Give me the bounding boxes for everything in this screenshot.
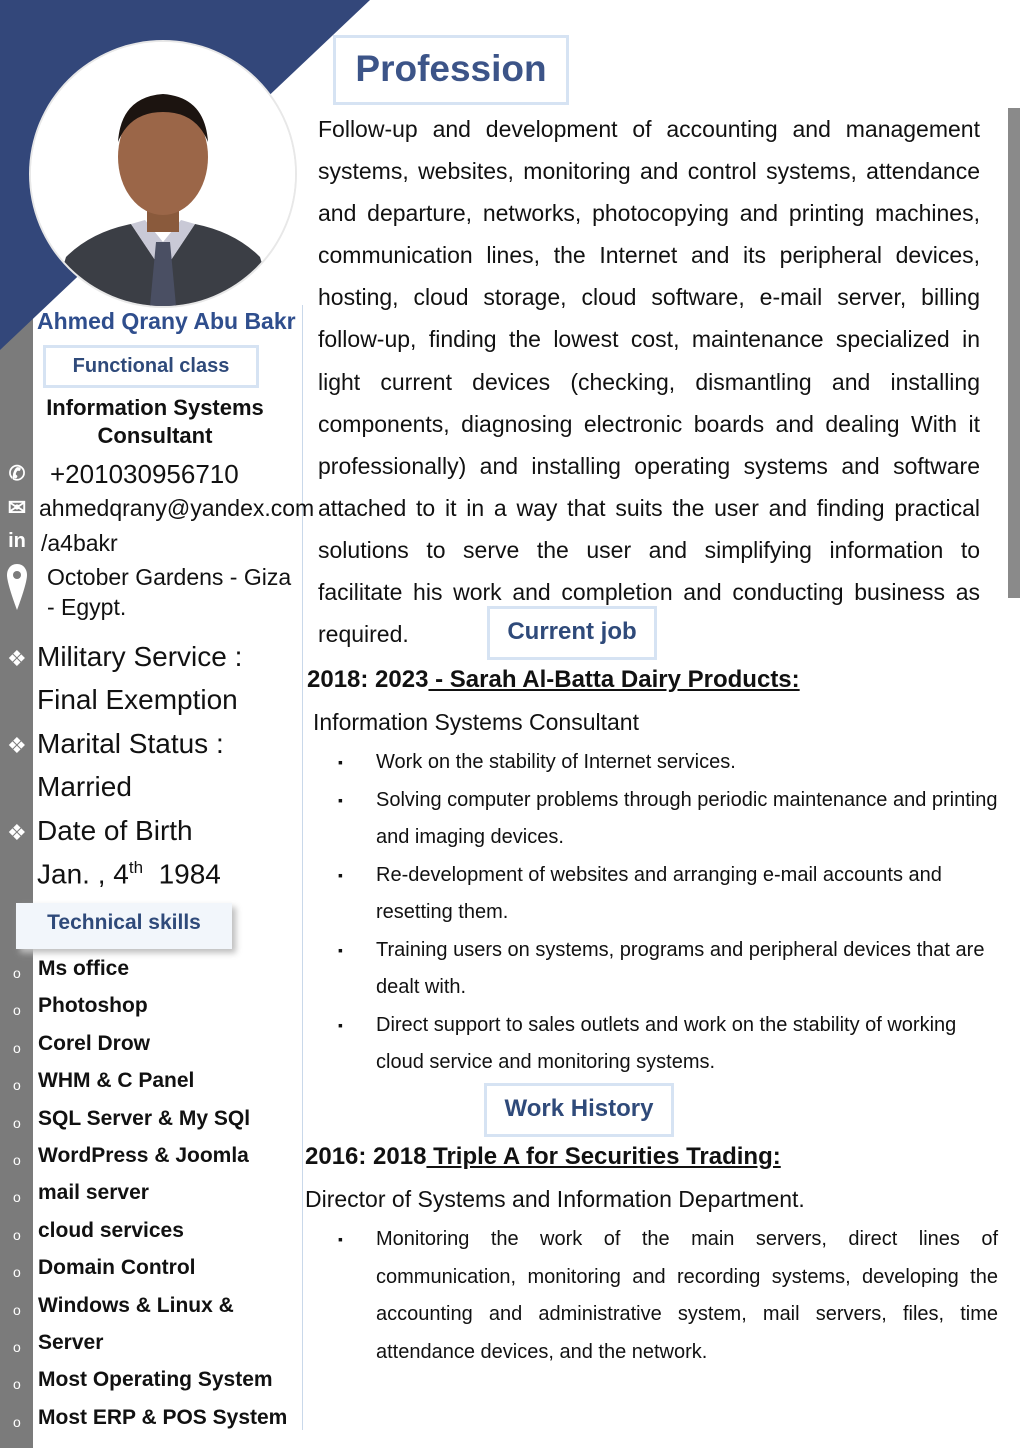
duty-item: ▪ Solving computer problems through periodic maintenance and printing and imaging devices. [338,782,1000,857]
circle-bullet-icon: o [13,965,21,981]
circle-bullet-icon: o [13,1264,21,1281]
work-history-duties [338,1221,998,1371]
date-of-birth-value: Jan. , 4th 1984 [37,858,221,890]
duty-item: ▪ Re-development of websites and arranging e-mail accounts and resetting them. [338,857,1000,932]
person-name: Ahmed Qrany Abu Bakr [37,308,296,334]
marital-status-value: Married [37,771,132,802]
current-job-role: Information Systems Consultant [313,709,639,735]
work-history-title: 2016: 2018 Triple A for Securities Trading: [305,1143,781,1170]
diamond-bullet-icon: ❖ [7,733,27,758]
circle-bullet-icon: o [13,1376,21,1393]
circle-bullet-icon: o [13,1339,21,1355]
technical-skills-label: Technical skills [16,903,232,949]
circle-bullet-icon: o [13,1002,21,1019]
work-history-heading: Work History [484,1083,674,1137]
work-history-role: Director of Systems and Information Department. [305,1186,805,1212]
current-job-title: 2018: 2023 - Sarah Al-Batta Dairy Products: [307,666,800,693]
linkedin-icon: in [8,530,26,552]
military-service-label: Military Service : [37,641,243,672]
email-address[interactable]: ahmedqrany@yandex.com [39,495,315,521]
skill-item: Most ERP & POS System [38,1405,288,1429]
duty-item: ▪ Monitoring the work of the main servers, direct lines of communication, monitoring and recording systems, developing the accounting and administrative system, mail servers, files, time attendance devices, and the network. [338,1221,998,1371]
profile-photo [31,42,295,306]
circle-bullet-icon: o [13,1301,21,1318]
profession-heading: Profession [333,35,569,105]
circle-bullet-icon: o [13,1039,21,1056]
email-icon: ✉ [7,495,27,520]
circle-bullet-icon: o [13,1189,21,1206]
current-job-heading: Current job [487,606,657,660]
linkedin-handle[interactable]: /a4bakr [41,530,118,556]
current-job-duties [338,744,1000,1082]
skill-item: Ms office [38,957,130,980]
skill-item: Windows & Linux & [38,1293,234,1317]
functional-class-label: Functional class [43,345,259,388]
phone-icon: ✆ [8,463,26,485]
skill-item: SQL Server & My SQl [38,1106,251,1130]
column-divider [302,305,303,1430]
address: October Gardens - Giza - Egypt. [47,564,292,620]
skill-item: cloud services [38,1218,184,1242]
profession-description: Follow-up and development of accounting and management systems, websites, monitoring and control systems, attendance and departure, networks, photocopying and printing machines, communication lines, the Internet and its peripheral devices, hosting, cloud storage, cloud software, e-mail server, billing follow-up, finding the lowest cost, maintenance specialized in light current devices (checking, dismantling and installing components, diagnosing electronic boards and dealing With it professionally) and installing operating systems and software attached to it in a way that suits the user and finding practical solutions to serve the user and simplifying information to facilitate his work and completion and conducting business as required. [318,116,980,648]
military-service-value: Final Exemption [37,684,238,715]
circle-bullet-icon: o [13,1413,21,1430]
circle-bullet-icon: o [13,1114,21,1131]
skill-item: Server [38,1331,104,1354]
duty-item: ▪ Direct support to sales outlets and work on the stability of working cloud service and monitoring systems. [338,1007,1000,1082]
duty-item: ▪ Training users on systems, programs and peripheral devices that are dealt with. [338,932,1000,1007]
skill-item: WHM & C Panel [38,1069,195,1093]
skill-item: Corel Drow [38,1031,151,1055]
date-of-birth-label: Date of Birth [37,815,193,846]
skill-item: mail server [38,1181,149,1205]
duty-item: ▪ Work on the stability of Internet services. [338,744,1000,782]
phone-number[interactable]: +201030956710 [50,459,239,489]
skill-item: WordPress & Joomla [38,1144,249,1167]
circle-bullet-icon: o [13,1152,21,1168]
person-portrait-icon [31,42,295,306]
marital-status-label: Marital Status : [37,728,224,759]
skill-item: Photoshop [38,994,148,1018]
skill-item: Domain Control [38,1256,196,1280]
functional-title: Information Systems Consultant [46,395,264,448]
skill-item: Most Operating System [38,1368,273,1392]
diamond-bullet-icon: ❖ [7,646,27,671]
scrollbar[interactable] [1008,108,1020,598]
diamond-bullet-icon: ❖ [7,820,27,845]
circle-bullet-icon: o [13,1077,21,1094]
circle-bullet-icon: o [13,1226,21,1243]
location-pin-icon [6,562,28,612]
